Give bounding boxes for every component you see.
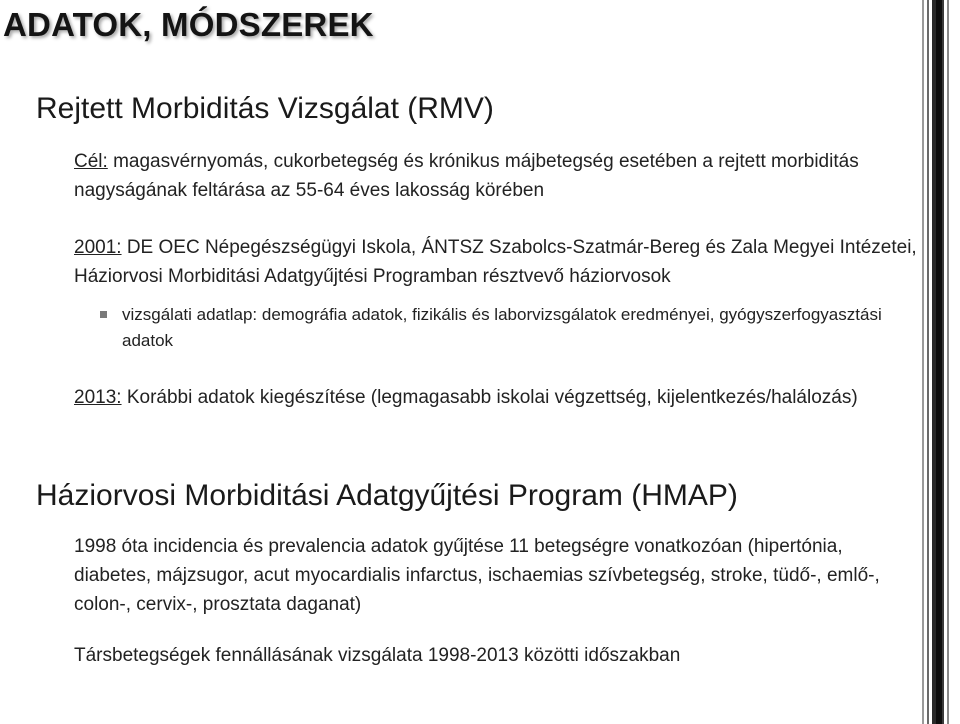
section-heading-hmap: Háziorvosi Morbiditási Adatgyűjtési Program (HMAP)	[36, 479, 738, 512]
goal-label: Cél:	[74, 151, 108, 172]
square-bullet-icon	[100, 311, 107, 318]
decorative-vertical-rule	[920, 0, 960, 724]
slide-title: ADATOK, MÓDSZEREK	[3, 6, 374, 43]
comorbidity-paragraph: Társbetegségek fennállásának vizsgálata 1998-2013 közötti időszakban	[74, 645, 681, 666]
year-2001-paragraph	[74, 233, 924, 291]
year-2013-label: 2013:	[74, 387, 122, 408]
goal-text: magasvérnyomás, cukorbetegség és krónikus májbetegség esetében a rejtett morbiditás nagyságának feltárása az 55-64 éves lakosság körében	[74, 151, 859, 201]
section-heading-rmv: Rejtett Morbiditás Vizsgálat (RMV)	[36, 92, 494, 125]
year-2013-text: Korábbi adatok kiegészítése (legmagasabb iskolai végzettség, kijelentkezés/halálozás)	[121, 387, 858, 408]
list-item-datasheet	[122, 302, 892, 354]
hmap-paragraph: 1998 óta incidencia és prevalencia adatok gyűjtése 11 betegségre vonatkozóan (hipertónia, diabetes, májzsugor, acut myocardialis infarctus, ischaemias szívbetegség, stroke, tüdő-, emlő-, colon-, cervix-, prosztata daganat)	[74, 536, 880, 615]
goal-paragraph	[74, 147, 924, 205]
year-2013-paragraph	[74, 383, 924, 412]
bullet-text: vizsgálati adatlap: demográfia adatok, fizikális és laborvizsgálatok eredményei, gyógyszerfogyasztási adatok	[122, 305, 882, 350]
year-2001-label: 2001:	[74, 237, 122, 258]
year-2001-text: DE OEC Népegészségügyi Iskola, ÁNTSZ Szabolcs-Szatmár-Bereg és Zala Megyei Intézetei, Háziorvosi Morbiditási Adatgyűjtési Programban résztvevő háziorvosok	[74, 237, 917, 287]
